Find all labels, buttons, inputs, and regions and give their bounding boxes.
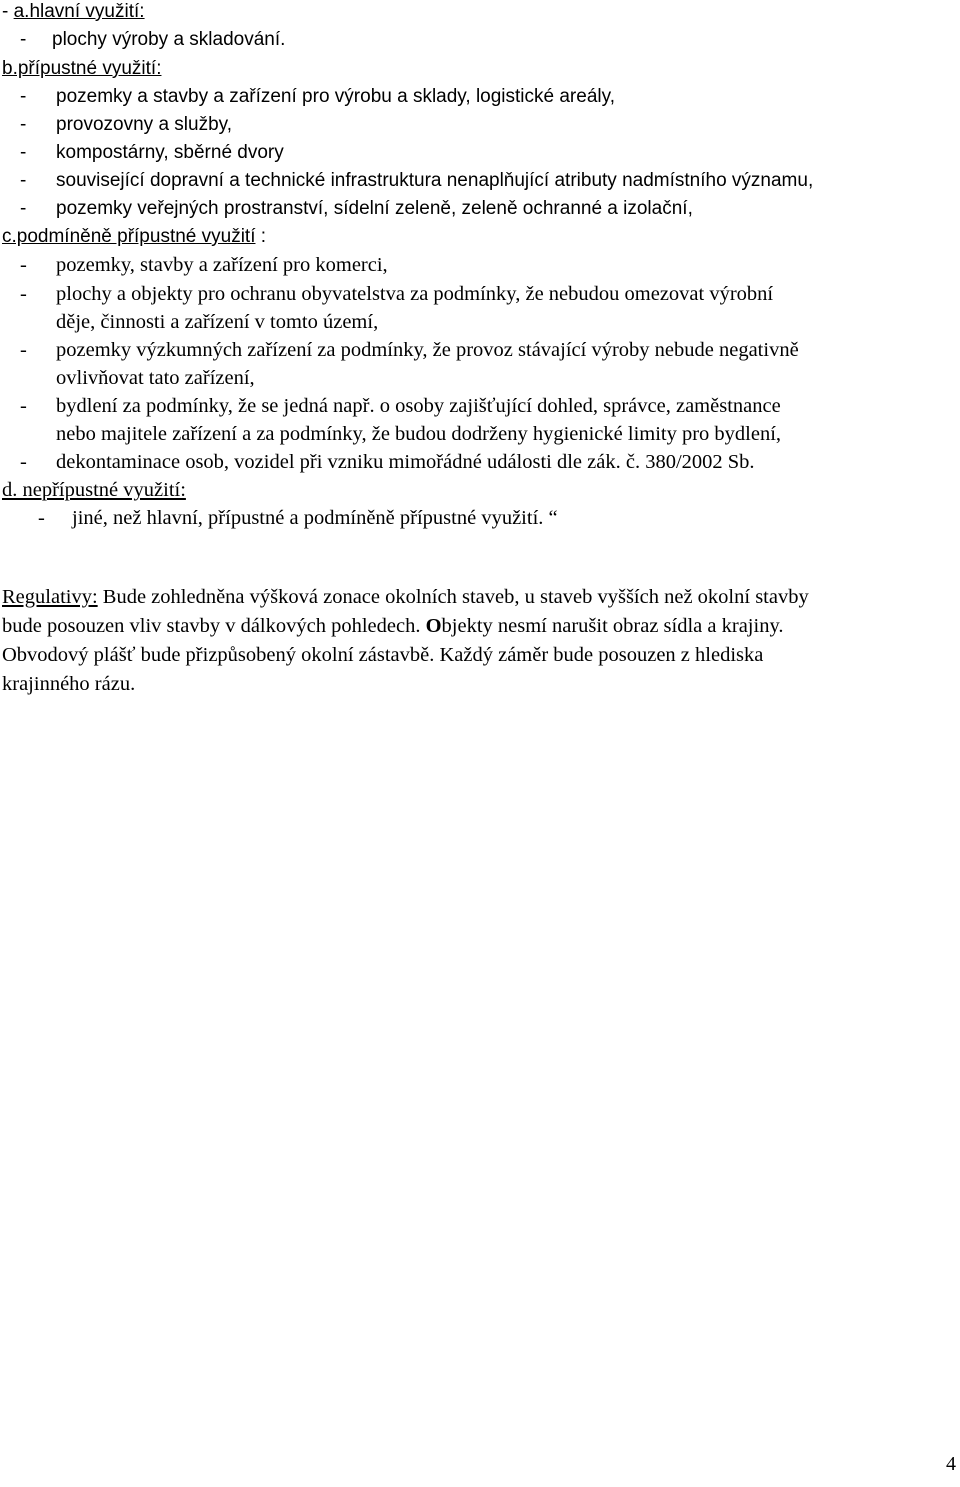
regulativy-line-3: Obvodový plášť bude přizpůsobený okolní zástavbě. Každý záměr bude posouzen z hlediska	[2, 644, 764, 666]
bullet-dash: -	[20, 114, 27, 135]
bullet-dash: -	[20, 142, 27, 163]
list-item	[20, 113, 233, 137]
regulativy-text: bjekty nesmí narušit obraz sídla a krajiny.	[441, 615, 784, 637]
list-item-text: pozemky veřejných prostranství, sídelní zeleně, zeleně ochranné a izolační,	[56, 198, 693, 219]
bullet-dash: -	[20, 451, 27, 473]
list-item-text: dekontaminace osob, vozidel při vzniku mimořádné události dle zák. č. 380/2002 Sb.	[56, 451, 755, 473]
bullet-dash: -	[20, 170, 27, 191]
list-item	[20, 141, 284, 165]
list-item-text: pozemky, stavby a zařízení pro komerci,	[56, 254, 388, 276]
bullet-dash: -	[38, 507, 45, 529]
regulativy-line-1	[2, 585, 809, 609]
section-c-heading	[2, 225, 266, 249]
list-item-text: pozemky výzkumných zařízení za podmínky, že provoz stávající výroby nebude negativně	[56, 339, 799, 361]
list-item-text: plochy a objekty pro ochranu obyvatelstva za podmínky, že nebudou omezovat výrobní	[56, 283, 774, 305]
bullet-dash: -	[20, 339, 27, 361]
list-item	[20, 85, 615, 109]
list-item-text: jiné, než hlavní, přípustné a podmíněně přípustné využití. “	[72, 507, 558, 529]
section-b-heading: b.přípustné využití:	[2, 58, 162, 79]
regulativy-label: Regulativy:	[2, 586, 98, 608]
list-item	[38, 506, 558, 530]
bullet-dash: -	[20, 29, 27, 50]
regulativy-line-2	[2, 614, 784, 638]
list-item	[20, 282, 774, 306]
list-item	[20, 197, 693, 221]
regulativy-line-4: krajinného rázu.	[2, 673, 136, 695]
list-item	[20, 338, 799, 362]
bullet-dash: -	[20, 198, 27, 219]
list-item-text: kompostárny, sběrné dvory	[56, 142, 284, 163]
regulativy-text: Bude zohledněna výšková zonace okolních staveb, u staveb vyšších než okolní stavby	[97, 586, 809, 608]
section-c-colon: :	[255, 226, 267, 247]
list-item	[20, 394, 781, 418]
leading-dash: -	[2, 1, 14, 22]
bullet-dash: -	[20, 395, 27, 417]
list-item-text: plochy výroby a skladování.	[52, 29, 286, 50]
section-a-title: a.hlavní využití:	[13, 1, 145, 22]
list-item-continuation: nebo majitele zařízení a za podmínky, že budou dodrženy hygienické limity pro bydlení,	[56, 423, 782, 445]
list-item-text: provozovny a služby,	[56, 114, 233, 135]
list-item	[20, 450, 755, 474]
section-a-heading	[2, 0, 145, 24]
regulativy-text: bude posouzen vliv stavby v dálkových pohledech.	[2, 615, 426, 637]
regulativy-bold-letter: O	[425, 615, 442, 637]
list-item	[20, 28, 286, 52]
list-item-text: související dopravní a technické infrastruktura nenaplňující atributy nadmístního významu,	[56, 170, 814, 191]
list-item-continuation: děje, činnosti a zařízení v tomto území,	[56, 311, 379, 333]
list-item-continuation: ovlivňovat tato zařízení,	[56, 367, 255, 389]
list-item-text: bydlení za podmínky, že se jedná např. o osoby zajišťující dohled, správce, zaměstnance	[56, 395, 781, 417]
section-c-title: c.podmíněně přípustné využití	[2, 226, 256, 247]
list-item	[20, 253, 388, 277]
bullet-dash: -	[20, 86, 27, 107]
list-item	[20, 169, 814, 193]
section-d-heading: d. nepřípustné využití:	[2, 479, 186, 501]
bullet-dash: -	[20, 254, 27, 276]
bullet-dash: -	[20, 283, 27, 305]
list-item-text: pozemky a stavby a zařízení pro výrobu a sklady, logistické areály,	[56, 86, 615, 107]
page-number: 4	[946, 1453, 956, 1475]
